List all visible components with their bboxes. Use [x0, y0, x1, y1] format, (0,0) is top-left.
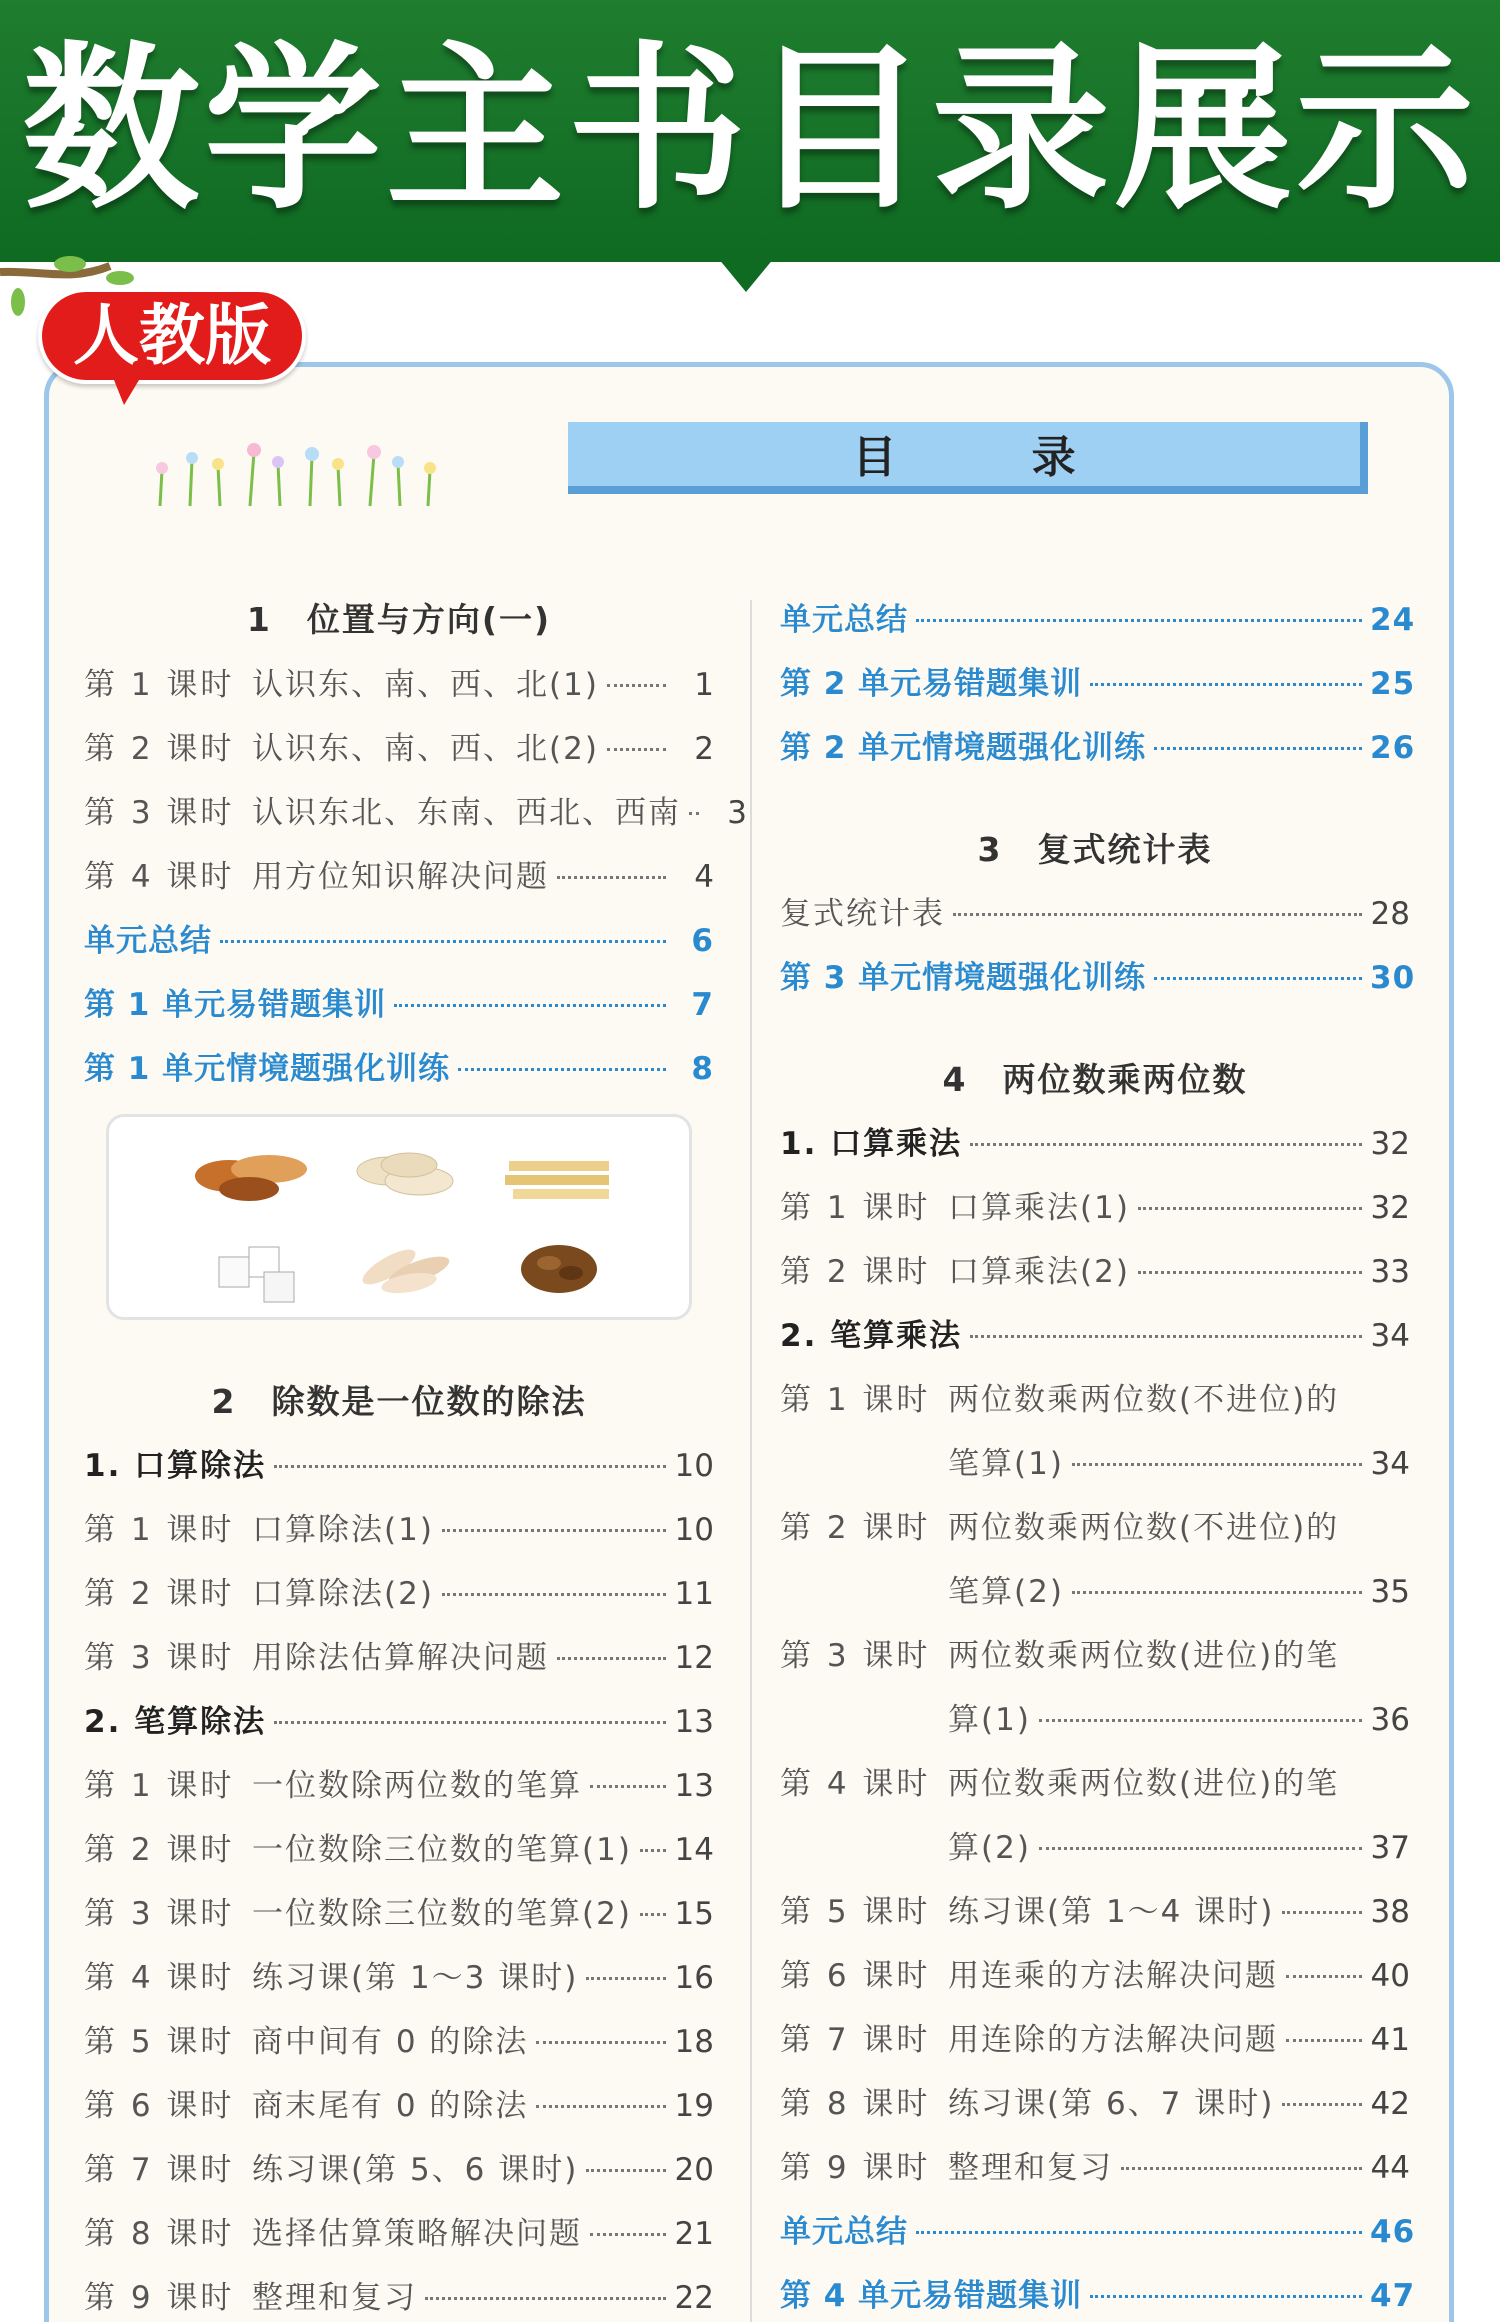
lesson-title: 算(2): [948, 1830, 1031, 1866]
lesson-title: 单元总结: [780, 602, 908, 638]
leader-dots: [1286, 1974, 1362, 1978]
page-number: 41: [1370, 2022, 1410, 2058]
tofu-cubes-icon: [209, 1227, 309, 1307]
toc-row[interactable]: [780, 1370, 1410, 1430]
page-number: 20: [674, 2152, 714, 2188]
header-banner: [0, 0, 1500, 262]
lesson-code: 第 1 课时: [84, 1512, 235, 1548]
lesson-code: 第 3 课时: [84, 1640, 235, 1676]
lesson-title: 两位数乘两位数(进位)的笔: [948, 1766, 1340, 1802]
leader-dots: [442, 1592, 666, 1596]
lesson-title: 商末尾有 0 的除法: [252, 2088, 529, 2124]
toc-row-continuation[interactable]: [780, 1690, 1410, 1750]
lesson-code: 第 5 课时: [780, 1894, 931, 1930]
leader-dots: [953, 912, 1362, 916]
lesson-title: 第 2 单元易错题集训: [780, 666, 1083, 702]
lesson-code: 第 4 课时: [780, 1766, 931, 1802]
leader-dots: [394, 1003, 666, 1007]
yam-slices-icon: [349, 1141, 469, 1211]
toc-row[interactable]: [84, 847, 714, 907]
banner-notch: [718, 258, 774, 292]
page-number: 13: [674, 1768, 714, 1804]
lesson-code: 第 6 课时: [780, 1958, 931, 1994]
toc-row[interactable]: [780, 1882, 1410, 1942]
unit1-heading: 1 位置与方向(一): [246, 600, 552, 639]
column-divider: [750, 600, 752, 2322]
lesson-title: 第 4 单元易错题集训: [780, 2278, 1083, 2314]
page-number: 10: [674, 1512, 714, 1548]
toc-heading: 目 录: [568, 422, 1368, 494]
page-number: 16: [674, 1960, 714, 1996]
lesson-title: 笔算(2): [948, 1574, 1064, 1610]
lesson-title: 口算除法(1): [252, 1512, 434, 1548]
toc-row[interactable]: [780, 2074, 1410, 2134]
lesson-code: 第 7 课时: [84, 2152, 235, 2188]
toc-row[interactable]: [84, 2012, 714, 2072]
lesson-title: 用连除的方法解决问题: [948, 2022, 1278, 2058]
page-number: 8: [691, 1051, 714, 1087]
lesson-title: 2. 笔算乘法: [780, 1318, 963, 1354]
page-number: 7: [691, 987, 714, 1023]
edition-badge: [38, 288, 306, 384]
toc-row[interactable]: [780, 1242, 1410, 1302]
lesson-title: 认识东、南、西、北(1): [252, 667, 599, 703]
page-number: 36: [1370, 1702, 1410, 1738]
leader-dots: [1154, 746, 1362, 750]
lesson-title: 用方位知识解决问题: [252, 859, 549, 895]
lesson-title: 练习课(第 5、6 课时): [252, 2152, 579, 2188]
toc-row[interactable]: [780, 2010, 1410, 2070]
leader-dots: [640, 1848, 666, 1852]
page-number: 32: [1370, 1190, 1410, 1226]
leader-dots: [1138, 1270, 1362, 1274]
leader-dots: [274, 1720, 666, 1724]
leader-dots: [586, 2168, 666, 2172]
toc-row[interactable]: [780, 1178, 1410, 1238]
seeds-pile-icon: [509, 1227, 609, 1307]
toc-row[interactable]: [780, 884, 1410, 944]
lesson-title: 整理和复习: [252, 2280, 417, 2316]
leader-dots: [916, 618, 1362, 622]
leader-dots: [458, 1067, 666, 1071]
lesson-code: 第 3 课时: [84, 1896, 235, 1932]
page-number: 3: [727, 795, 747, 831]
lesson-code: 第 4 课时: [84, 859, 235, 895]
toc-row[interactable]: [84, 783, 747, 843]
leader-dots: [689, 811, 699, 815]
toc-row[interactable]: [84, 1884, 714, 1944]
page-number: 14: [674, 1832, 714, 1868]
lesson-title: 单元总结: [780, 2214, 908, 2250]
lesson-title: 练习课(第 1～4 课时): [948, 1894, 1275, 1930]
leader-dots: [1039, 1846, 1362, 1850]
lesson-title: 练习课(第 1～3 课时): [252, 1960, 579, 1996]
lesson-title: 复式统计表: [780, 896, 945, 932]
lesson-title: 一位数除三位数的笔算(2): [252, 1896, 632, 1932]
page-number: 2: [694, 731, 714, 767]
lesson-title: 练习课(第 6、7 课时): [948, 2086, 1275, 2122]
page-number: 15: [674, 1896, 714, 1932]
toc-row-subsection[interactable]: [780, 1114, 1410, 1174]
lesson-title: 1. 口算除法: [84, 1448, 267, 1484]
lesson-title: 笔算(1): [948, 1446, 1064, 1482]
toc-row-scenario-training[interactable]: [84, 1039, 714, 1099]
leader-dots: [1039, 1718, 1362, 1722]
page-number: 44: [1370, 2150, 1410, 2186]
toc-row-continuation[interactable]: [780, 1818, 1410, 1878]
lesson-code: 第 1 课时: [84, 667, 235, 703]
lesson-title: 整理和复习: [948, 2150, 1113, 2186]
page-number: 12: [674, 1640, 714, 1676]
lesson-code: 第 3 课时: [84, 795, 235, 831]
leader-dots: [586, 1976, 666, 1980]
lesson-title: 2. 笔算除法: [84, 1704, 267, 1740]
lesson-code: 第 4 课时: [84, 1960, 235, 1996]
flowers-decoration-icon: [150, 430, 440, 510]
page-number: 13: [674, 1704, 714, 1740]
unit4-heading: 4 两位数乘两位数: [942, 1060, 1248, 1099]
page-number: 25: [1370, 666, 1416, 702]
leader-dots: [557, 875, 666, 879]
leader-dots: [1286, 2038, 1362, 2042]
toc-row[interactable]: [780, 1498, 1410, 1558]
page-number: 21: [674, 2216, 714, 2252]
lesson-title: 两位数乘两位数(不进位)的: [948, 1510, 1340, 1546]
unit2-heading: 2 除数是一位数的除法: [211, 1382, 587, 1421]
page-number: 38: [1370, 1894, 1410, 1930]
lesson-code: 第 7 课时: [780, 2022, 931, 2058]
toc-row[interactable]: [780, 2138, 1410, 2198]
lesson-title: 选择估算策略解决问题: [252, 2216, 582, 2252]
leader-dots: [1121, 2166, 1362, 2170]
banner-title: 数学主书目录展示: [22, 26, 1478, 233]
lesson-code: 第 2 课时: [84, 1832, 235, 1868]
food-illustration: [106, 1114, 692, 1320]
leader-dots: [1138, 1206, 1362, 1210]
page-number: 30: [1370, 960, 1416, 996]
lesson-title: 第 1 单元易错题集训: [84, 987, 387, 1023]
root-sticks-icon: [499, 1141, 619, 1211]
leader-dots: [916, 2230, 1362, 2234]
page-number: 19: [674, 2088, 714, 2124]
lesson-title: 认识东、南、西、北(2): [252, 731, 599, 767]
lesson-title: 两位数乘两位数(进位)的笔: [948, 1638, 1340, 1674]
page-number: 26: [1370, 730, 1416, 766]
lesson-code: 第 9 课时: [780, 2150, 931, 2186]
page-number: 34: [1370, 1446, 1410, 1482]
toc-row[interactable]: [84, 2204, 714, 2264]
leader-dots: [590, 2232, 666, 2236]
leader-dots: [536, 2104, 666, 2108]
lesson-code: 第 1 课时: [84, 1768, 235, 1804]
lesson-title: 口算除法(2): [252, 1576, 434, 1612]
lesson-title: 认识东北、东南、西北、西南: [252, 795, 681, 831]
lesson-code: 第 2 课时: [780, 1254, 931, 1290]
leader-dots: [220, 939, 666, 943]
leader-dots: [1072, 1462, 1362, 1466]
lesson-code: 第 2 课时: [780, 1510, 931, 1546]
edition-badge-tail: [112, 375, 142, 405]
leader-dots: [1072, 1590, 1362, 1594]
page-number: 6: [691, 923, 714, 959]
lesson-code: 第 9 课时: [84, 2280, 235, 2316]
lesson-title: 商中间有 0 的除法: [252, 2024, 529, 2060]
almond-pieces-icon: [349, 1227, 469, 1307]
page-number: 18: [674, 2024, 714, 2060]
toc-row[interactable]: [84, 1500, 714, 1560]
page-number: 34: [1370, 1318, 1410, 1354]
lesson-code: 第 2 课时: [84, 731, 235, 767]
toc-row-unit-summary[interactable]: [84, 911, 714, 971]
lesson-title: 第 2 单元情境题强化训练: [780, 730, 1147, 766]
lesson-code: 第 1 课时: [780, 1190, 931, 1226]
lesson-title: 1. 口算乘法: [780, 1126, 963, 1162]
leader-dots: [607, 747, 666, 751]
toc-row[interactable]: [84, 2076, 714, 2136]
leader-dots: [1282, 2102, 1362, 2106]
lesson-code: 第 8 课时: [780, 2086, 931, 2122]
lesson-code: 第 5 课时: [84, 2024, 235, 2060]
toc-row-unit-summary[interactable]: [780, 2202, 1416, 2262]
lesson-title: 第 3 单元情境题强化训练: [780, 960, 1147, 996]
leader-dots: [1154, 976, 1362, 980]
leader-dots: [1282, 1910, 1362, 1914]
page-number: 47: [1370, 2278, 1416, 2314]
page-number: 4: [694, 859, 714, 895]
mushroom-slices-icon: [189, 1141, 329, 1211]
toc-row[interactable]: [780, 1754, 1410, 1814]
page-number: 37: [1370, 1830, 1410, 1866]
leader-dots: [1090, 2294, 1362, 2298]
lesson-title: 口算乘法(2): [948, 1254, 1130, 1290]
leader-dots: [557, 1656, 666, 1660]
toc-row-subsection[interactable]: [84, 1692, 714, 1752]
page-number: 11: [674, 1576, 714, 1612]
leader-dots: [274, 1464, 666, 1468]
toc-row[interactable]: [84, 719, 714, 779]
toc-row[interactable]: [84, 655, 714, 715]
page-number: 28: [1370, 896, 1410, 932]
lesson-title: 算(1): [948, 1702, 1031, 1738]
toc-row-unit-summary[interactable]: [780, 590, 1416, 650]
edition-label: 人教版: [73, 297, 271, 374]
leader-dots: [1090, 682, 1362, 686]
page-number: 33: [1370, 1254, 1410, 1290]
page-number: 40: [1370, 1958, 1410, 1994]
lesson-title: 一位数除两位数的笔算: [252, 1768, 582, 1804]
toc-row[interactable]: [780, 1626, 1410, 1686]
leader-dots: [607, 683, 666, 687]
toc-row[interactable]: [84, 1820, 714, 1880]
page-number: 42: [1370, 2086, 1410, 2122]
page-number: 35: [1370, 1574, 1410, 1610]
unit3-heading: 3 复式统计表: [977, 830, 1213, 869]
page-number: 1: [694, 667, 714, 703]
toc-row[interactable]: [84, 1628, 714, 1688]
lesson-title: 用连乘的方法解决问题: [948, 1958, 1278, 1994]
lesson-code: 第 2 课时: [84, 1576, 235, 1612]
toc-row[interactable]: [84, 2268, 714, 2322]
leader-dots: [590, 1784, 666, 1788]
page-number: 32: [1370, 1126, 1410, 1162]
page-number: 22: [674, 2280, 714, 2316]
lesson-code: 第 6 课时: [84, 2088, 235, 2124]
toc-row[interactable]: [780, 1946, 1410, 2006]
leader-dots: [425, 2296, 666, 2300]
toc-row-continuation[interactable]: [780, 1562, 1410, 1622]
lesson-code: 第 8 课时: [84, 2216, 235, 2252]
page-number: 24: [1370, 602, 1416, 638]
leader-dots: [970, 1334, 1362, 1338]
toc-row-continuation[interactable]: [780, 1434, 1410, 1494]
lesson-title: 单元总结: [84, 923, 212, 959]
toc-row-scenario-training[interactable]: [780, 948, 1416, 1008]
toc-row[interactable]: [84, 1564, 714, 1624]
leader-dots: [970, 1142, 1362, 1146]
lesson-title: 两位数乘两位数(不进位)的: [948, 1382, 1340, 1418]
toc-row-error-training[interactable]: [780, 2266, 1416, 2322]
lesson-code: 第 1 课时: [780, 1382, 931, 1418]
lesson-title: 用除法估算解决问题: [252, 1640, 549, 1676]
lesson-title: 一位数除三位数的笔算(1): [252, 1832, 632, 1868]
leader-dots: [536, 2040, 666, 2044]
toc-row-scenario-training[interactable]: [780, 718, 1416, 778]
leader-dots: [442, 1528, 666, 1532]
page-number: 46: [1370, 2214, 1416, 2250]
leader-dots: [640, 1912, 666, 1916]
lesson-code: 第 3 课时: [780, 1638, 931, 1674]
page-number: 10: [674, 1448, 714, 1484]
lesson-title: 第 1 单元情境题强化训练: [84, 1051, 451, 1087]
toc-row[interactable]: [84, 1756, 714, 1816]
toc-row[interactable]: [84, 2140, 714, 2200]
toc-row-error-training[interactable]: [84, 975, 714, 1035]
toc-row-subsection[interactable]: [84, 1436, 714, 1496]
toc-row[interactable]: [84, 1948, 714, 2008]
toc-row-subsection[interactable]: [780, 1306, 1410, 1366]
toc-row-error-training[interactable]: [780, 654, 1416, 714]
lesson-title: 口算乘法(1): [948, 1190, 1130, 1226]
